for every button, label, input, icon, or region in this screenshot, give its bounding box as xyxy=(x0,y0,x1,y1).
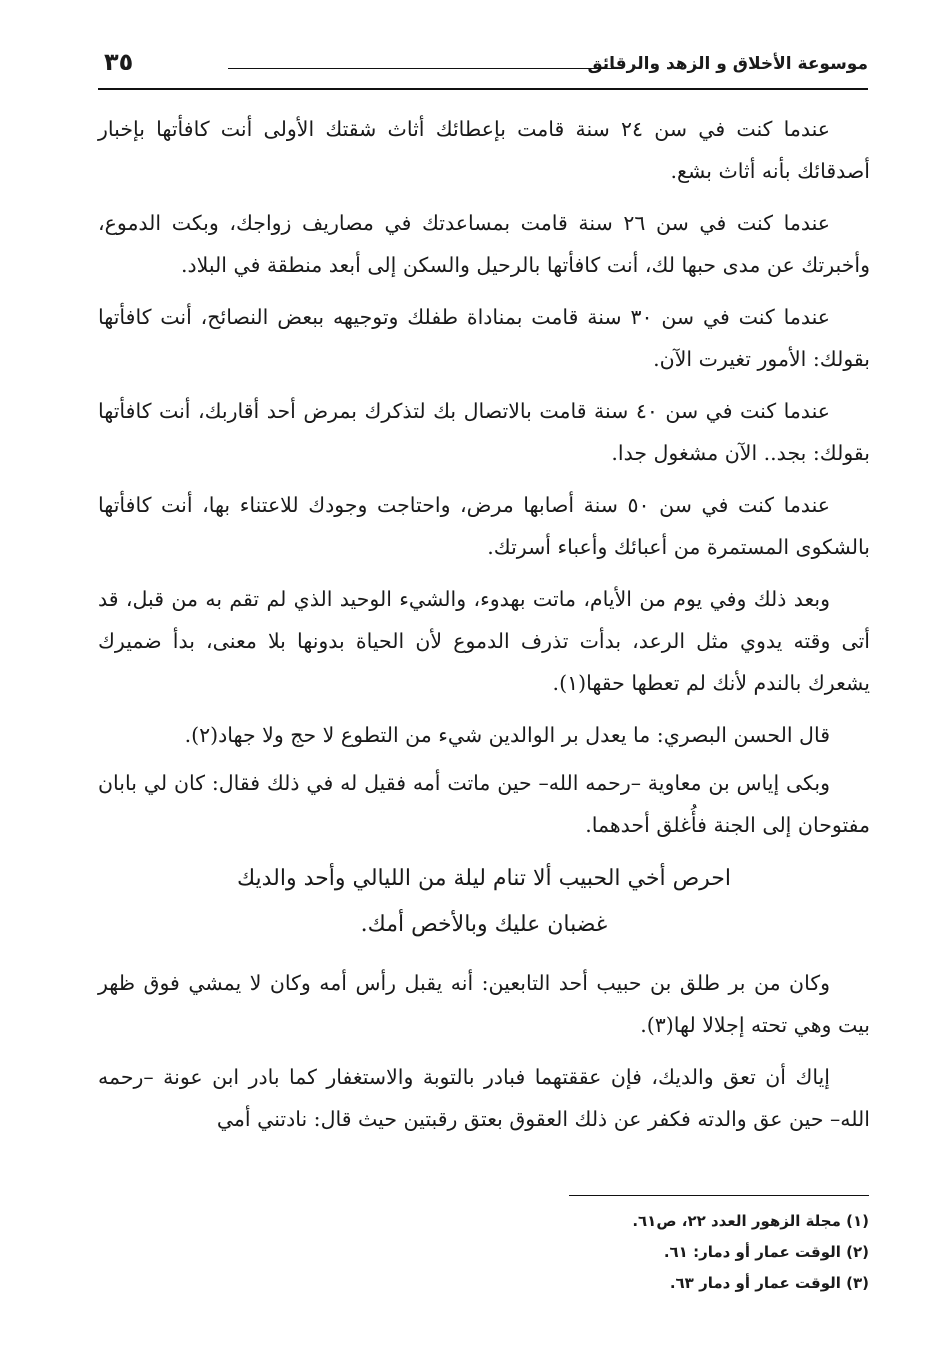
footnote-rule xyxy=(569,1195,869,1196)
paragraph: عندما كنت في سن ٢٦ سنة قامت بمساعدتك في مصاريف زواجك، وبكت الدموع، وأخبرتك عن مدى حبها لك، أنت كافأتها بالرحيل والسكن إلى أبعد منطقة في البلاد. xyxy=(98,211,870,277)
footnote: (١) مجلة الزهور العدد ٢٢، ص٦١. xyxy=(632,1212,869,1230)
paragraph: قال الحسن البصري: ما يعدل بر الوالدين شيء من التطوع لا حج ولا جهاد(٢). xyxy=(184,723,830,747)
poem-line: غضبان عليك وبالأخص أمك. xyxy=(360,912,608,937)
paragraph: وكان من بر طلق بن حبيب أحد التابعين: أنه يقبل رأس أمه وكان لا يمشي فوق ظهر بيت وهي تحته إجلالا لها(٣). xyxy=(98,971,870,1037)
page-body xyxy=(98,108,870,1150)
footnote: (٣) الوقت عمار أو دمار ٦٣. xyxy=(669,1274,869,1292)
paragraph: عندما كنت في سن ٢٤ سنة قامت بإعطائك أثاث شقتك الأولى أنت كافأتها بإخبار أصدقائك بأنه أثاث بشع. xyxy=(98,117,870,183)
paragraph: عندما كنت في سن ٣٠ سنة قامت بمناداة طفلك وتوجيهه ببعض النصائح، أنت كافأتها بقولك: الأمور تغيرت الآن. xyxy=(98,305,870,371)
poem-line: احرص أخي الحبيب ألا تنام ليلة من الليالي وأحد والديك xyxy=(236,866,732,891)
poem xyxy=(98,856,870,948)
page-number: ٣٥ xyxy=(104,48,134,76)
running-title: موسوعة الأخلاق و الزهد والرقائق xyxy=(587,54,868,74)
page-header xyxy=(98,40,868,90)
paragraph: وبعد ذلك وفي يوم من الأيام، ماتت بهدوء، والشيء الوحيد الذي لم تقم به من قبل، قد أتى وقته يدوي مثل الرعد، بدأت تذرف الدموع لأن الحياة بدونها بلا معنى، بدأ ضميرك يشعرك بالندم لأنك لم تعطها حقها(١). xyxy=(98,587,870,695)
footnotes xyxy=(369,1206,869,1299)
paragraph: وبكى إياس بن معاوية –رحمه الله– حين ماتت أمه فقيل له في ذلك فقال: كان لي بابان مفتوحان إلى الجنة فأُغلق أحدهما. xyxy=(98,771,870,837)
footnote: (٢) الوقت عمار أو دمار: ٦١. xyxy=(663,1243,869,1261)
paragraph: عندما كنت في سن ٤٠ سنة قامت بالاتصال بك لتذكرك بمرض أحد أقاربك، أنت كافأتها بقولك: بجد.. الآن مشغول جدا. xyxy=(98,399,870,465)
header-rule xyxy=(228,68,618,69)
paragraph: إياك أن تعق والديك، فإن عققتهما فبادر بالتوبة والاستغفار كما بادر ابن عونة –رحمه الله– حين عق والدته فكفر عن ذلك العقوق بعتق رقبتين حيث قال: نادتني أمي xyxy=(98,1065,870,1131)
paragraph: عندما كنت في سن ٥٠ سنة أصابها مرض، واحتاجت وجودك للاعتناء بها، أنت كافأتها بالشكوى المستمرة من أعبائك وأعباء أسرتك. xyxy=(98,493,870,559)
